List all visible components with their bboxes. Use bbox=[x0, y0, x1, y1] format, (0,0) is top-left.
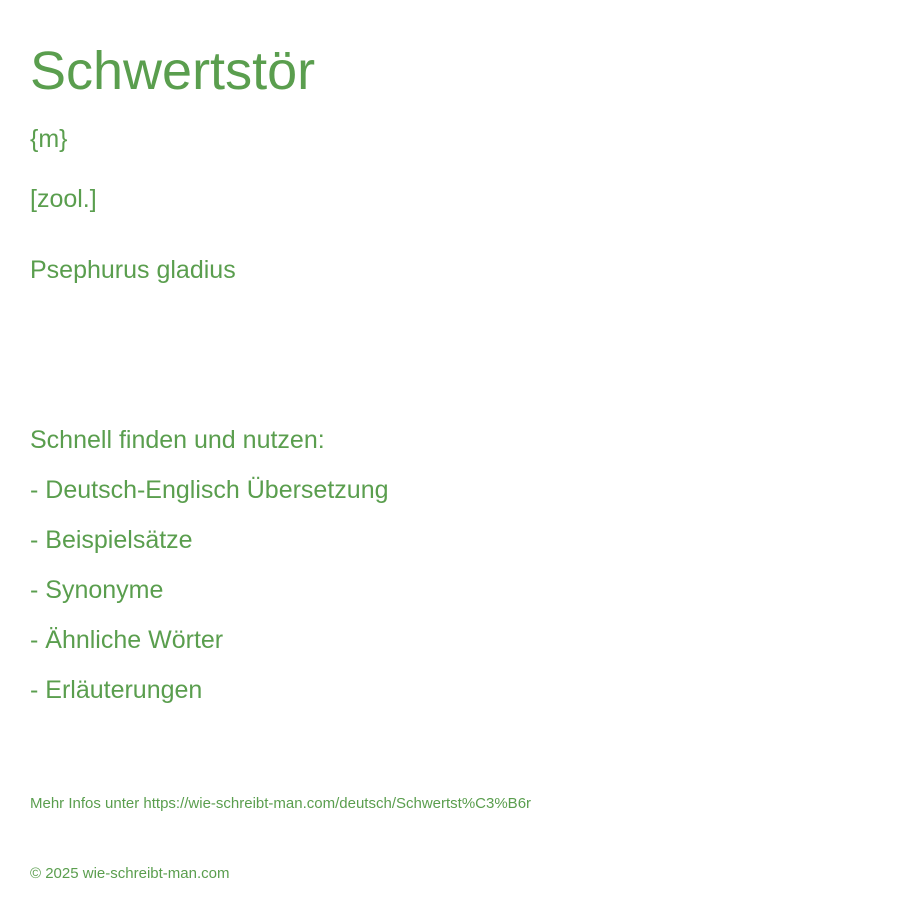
list-item: - Ähnliche Wörter bbox=[30, 626, 224, 654]
page-title: Schwertstör bbox=[30, 41, 316, 101]
more-info-text: Mehr Infos unter https://wie-schreibt-man.com/deutsch/Schwertst%C3%B6r bbox=[30, 795, 532, 812]
list-item: - Beispielsätze bbox=[30, 526, 193, 554]
latin-name: Psephurus gladius bbox=[30, 256, 236, 284]
gender-label: {m} bbox=[30, 125, 68, 153]
domain-label: [zool.] bbox=[30, 185, 97, 213]
quick-list bbox=[30, 478, 389, 728]
quick-heading: Schnell finden und nutzen: bbox=[30, 426, 325, 454]
list-item: - Synonyme bbox=[30, 576, 164, 604]
list-item: - Deutsch-Englisch Übersetzung bbox=[30, 476, 389, 504]
list-item: - Erläuterungen bbox=[30, 676, 203, 704]
copyright-text: © 2025 wie-schreibt-man.com bbox=[30, 865, 230, 882]
